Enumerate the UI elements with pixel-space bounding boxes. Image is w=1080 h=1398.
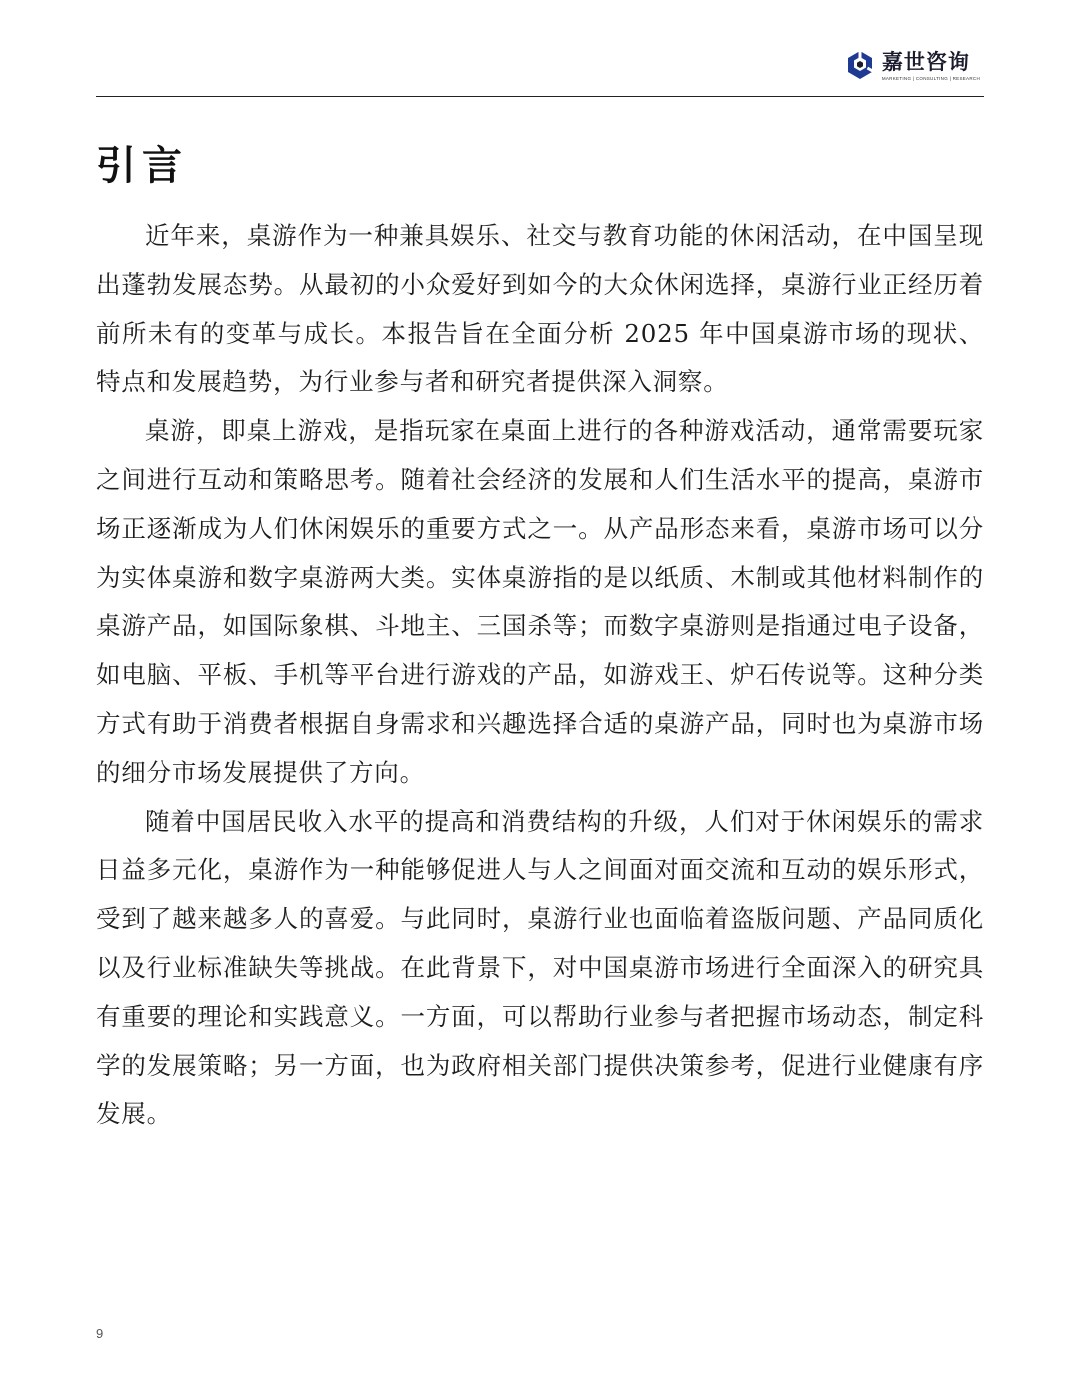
brand <box>844 49 980 81</box>
page-number: 9 <box>96 1326 104 1341</box>
brand-tagline: MARKETING | CONSULTING | RESEARCH <box>881 75 980 81</box>
paragraph-3: 随着中国居民收入水平的提高和消费结构的升级，人们对于休闲娱乐的需求日益多元化，桌游作为一种能够促进人与人之间面对面交流和互动的娱乐形式，受到了越来越多人的喜爱。与此同时，桌游行业也面临着盗版问题、产品同质化以及行业标准缺失等挑战。在此背景下，对中国桌游市场进行全面深入的研究具有重要的理论和实践意义。一方面，可以帮助行业参与者把握市场动态，制定科学的发展策略；另一方面，也为政府相关部门提供决策参考，促进行业健康有序发展。 <box>96 806 984 1129</box>
body-text <box>96 212 984 1139</box>
paragraph-1: 近年来，桌游作为一种兼具娱乐、社交与教育功能的休闲活动，在中国呈现出蓬勃发展态势。从最初的小众爱好到如今的大众休闲选择，桌游行业正经历着前所未有的变革与成长。本报告旨在全面分析 2025 年中国桌游市场的现状、特点和发展趋势，为行业参与者和研究者提供深入洞察。 <box>96 221 984 397</box>
paragraph-2: 桌游，即桌上游戏，是指玩家在桌面上进行的各种游戏活动，通常需要玩家之间进行互动和策略思考。随着社会经济的发展和人们生活水平的提高，桌游市场正逐渐成为人们休闲娱乐的重要方式之一。从产品形态来看，桌游市场可以分为实体桌游和数字桌游两大类。实体桌游指的是以纸质、木制或其他材料制作的桌游产品，如国际象棋、斗地主、三国杀等；而数字桌游则是指通过电子设备，如电脑、平板、手机等平台进行游戏的产品，如游戏王、炉石传说等。这种分类方式有助于消费者根据自身需求和兴趣选择合适的桌游产品，同时也为桌游市场的细分市场发展提供了方向。 <box>96 416 984 787</box>
brand-text <box>882 50 980 81</box>
brand-name: 嘉世咨询 <box>881 49 970 74</box>
page-title: 引言 <box>96 142 188 189</box>
jiashi-logo-icon <box>844 49 876 81</box>
page-header <box>96 40 984 97</box>
